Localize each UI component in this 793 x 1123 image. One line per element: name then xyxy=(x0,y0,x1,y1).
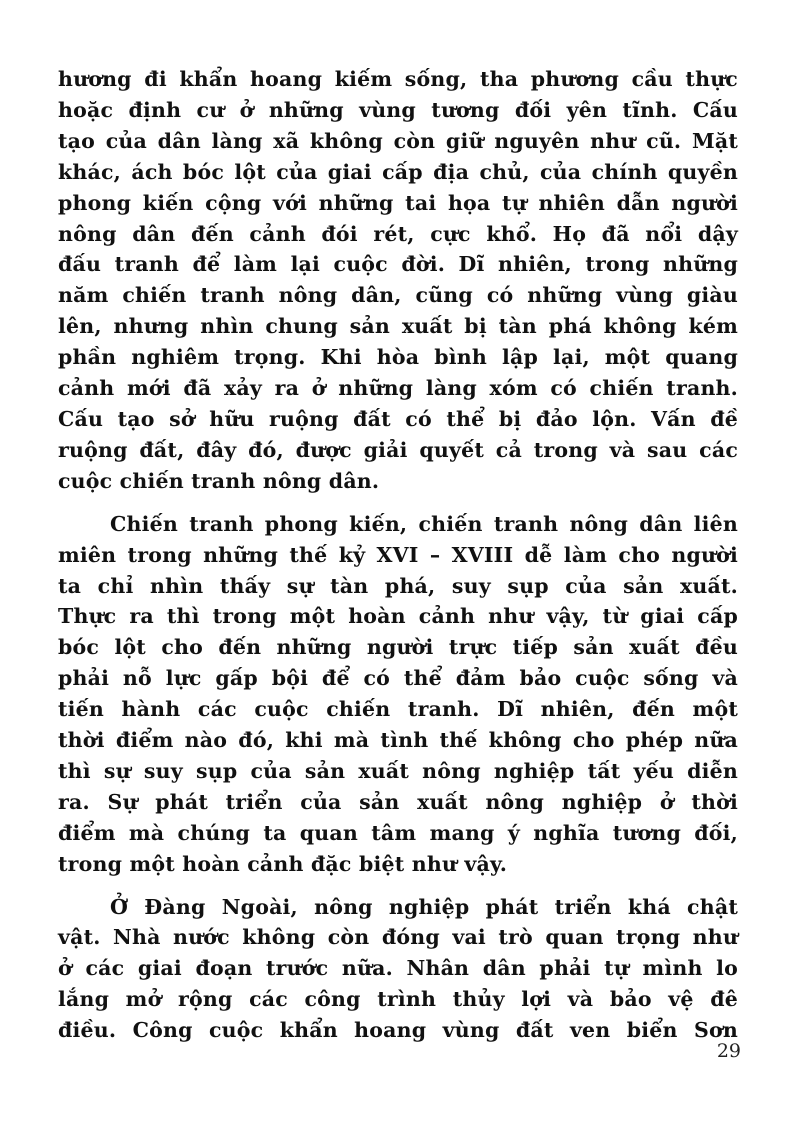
text-line: phần nghiêm trọng. Khi hòa bình lập lại, một quang xyxy=(58,345,738,370)
text-line: Thực ra thì trong một hoàn cảnh như vậy, từ giai cấp xyxy=(58,604,738,629)
text-line: đấu tranh để làm lại cuộc đời. Dĩ nhiên, trong những xyxy=(58,252,738,277)
text-line: Chiến tranh phong kiến, chiến tranh nông dân liên xyxy=(110,511,738,536)
text-line: thời điểm nào đó, khi mà tình thế không cho phép nữa xyxy=(58,728,738,753)
text-line: hoặc định cư ở những vùng tương đối yên tĩnh. Cấu xyxy=(58,97,738,122)
text-line: miên trong những thế kỷ XVI – XVIII dễ làm cho người xyxy=(58,542,738,567)
text-line: lắng mở rộng các công trình thủy lợi và bảo vệ đê xyxy=(58,987,738,1012)
text-line: hương đi khẩn hoang kiếm sống, tha phương cầu thực xyxy=(58,67,738,91)
text-line: năm chiến tranh nông dân, cũng có những vùng giàu xyxy=(58,283,738,308)
text-line: tiến hành các cuộc chiến tranh. Dĩ nhiên, đến một xyxy=(58,697,738,722)
text-line: ruộng đất, đây đó, được giải quyết cả trong và sau các xyxy=(58,437,738,462)
text-line: ở các giai đoạn trước nữa. Nhân dân phải tự mình lo xyxy=(58,956,738,981)
text-line: điều. Công cuộc khẩn hoang vùng đất ven biển Sơn xyxy=(58,1018,738,1043)
text-line: Cấu tạo sở hữu ruộng đất có thể bị đảo lộn. Vấn đề xyxy=(58,406,738,431)
text-line: phong kiến cộng với những tai họa tự nhiên dẫn người xyxy=(58,190,738,215)
text-line: phải nỗ lực gấp bội để có thể đảm bảo cuộc sống và xyxy=(58,666,738,691)
text-line: thì sự suy sụp của sản xuất nông nghiệp tất yếu diễn xyxy=(58,758,738,783)
text-line: ta chỉ nhìn thấy sự tàn phá, suy sụp của sản xuất. xyxy=(58,573,738,598)
text-line: Ở Đàng Ngoài, nông nghiệp phát triển khá chật xyxy=(110,894,738,919)
paragraph-3 xyxy=(58,892,738,1047)
paragraph-2 xyxy=(58,509,738,880)
text-line: ra. Sự phát triển của sản xuất nông nghiệp ở thời xyxy=(58,789,738,814)
text-line: lên, nhưng nhìn chung sản xuất bị tàn phá không kém xyxy=(58,314,738,339)
text-line: cảnh mới đã xảy ra ở những làng xóm có chiến tranh. xyxy=(58,376,738,401)
text-line: nông dân đến cảnh đói rét, cực khổ. Họ đã nổi dậy xyxy=(58,221,738,246)
text-line: cuộc chiến tranh nông dân. xyxy=(58,468,380,493)
body-text xyxy=(58,64,738,1046)
text-line: bóc lột cho đến những người trực tiếp sản xuất đều xyxy=(58,635,738,660)
text-line: khác, ách bóc lột của giai cấp địa chủ, của chính quyền xyxy=(58,159,738,184)
page-number: 29 xyxy=(716,1040,741,1062)
text-line: vật. Nhà nước không còn đóng vai trò quan trọng như xyxy=(58,925,738,950)
paragraph-1 xyxy=(58,64,738,497)
text-line: điểm mà chúng ta quan tâm mang ý nghĩa tương đối, xyxy=(58,820,738,845)
text-line: trong một hoàn cảnh đặc biệt như vậy. xyxy=(58,851,508,876)
text-line: tạo của dân làng xã không còn giữ nguyên như cũ. Mặt xyxy=(58,128,738,153)
